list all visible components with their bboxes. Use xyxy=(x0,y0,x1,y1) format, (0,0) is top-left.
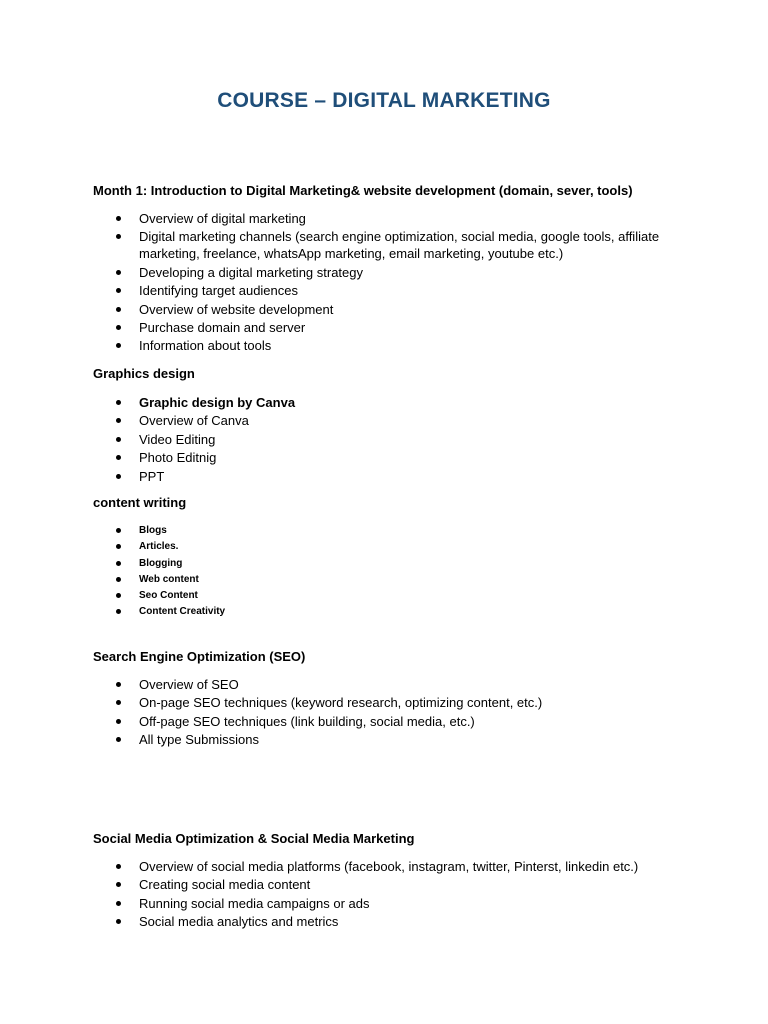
section-heading: Graphics design xyxy=(93,366,195,381)
list-item: Photo Editnig xyxy=(93,449,713,466)
section-month-1 xyxy=(93,182,713,356)
list-item: All type Submissions xyxy=(93,731,713,748)
list-item: Overview of SEO xyxy=(93,676,713,693)
section-heading: Month 1: Introduction to Digital Marketing& website development (domain, sever, tools) xyxy=(93,183,633,198)
list-item: Blogs xyxy=(93,524,713,538)
section-graphics-design xyxy=(93,365,713,486)
section-heading: content writing xyxy=(93,495,187,510)
section-social-media xyxy=(93,830,713,932)
list-item: Blogging xyxy=(93,557,713,571)
list-item: Identifying target audiences xyxy=(93,282,713,299)
list-item: Social media analytics and metrics xyxy=(93,913,713,930)
bullet-list xyxy=(93,524,713,619)
list-item: Developing a digital marketing strategy xyxy=(93,264,713,281)
list-item: Graphic design by Canva xyxy=(93,394,713,411)
list-item: Web content xyxy=(93,573,713,587)
bullet-list xyxy=(93,210,713,354)
section-seo xyxy=(93,648,713,750)
section-heading: Social Media Optimization & Social Media Marketing xyxy=(93,831,415,846)
page-title: COURSE – DIGITAL MARKETING xyxy=(217,89,551,112)
list-item: On-page SEO techniques (keyword research, optimizing content, etc.) xyxy=(93,694,713,711)
bullet-list xyxy=(93,676,713,748)
list-item: Overview of digital marketing xyxy=(93,210,713,227)
list-item: Content Creativity xyxy=(93,605,713,619)
list-item: PPT xyxy=(93,468,713,485)
list-item: Seo Content xyxy=(93,589,713,603)
list-item: Purchase domain and server xyxy=(93,319,713,336)
section-content-writing xyxy=(93,494,713,622)
list-item: Overview of website development xyxy=(93,301,713,318)
list-item: Overview of Canva xyxy=(93,412,713,429)
list-item: Information about tools xyxy=(93,337,713,354)
list-item: Articles. xyxy=(93,540,713,554)
list-item: Running social media campaigns or ads xyxy=(93,895,713,912)
list-item: Creating social media content xyxy=(93,876,713,893)
list-item: Off-page SEO techniques (link building, social media, etc.) xyxy=(93,713,713,730)
list-item: Video Editing xyxy=(93,431,713,448)
bullet-list xyxy=(93,858,713,930)
section-heading: Search Engine Optimization (SEO) xyxy=(93,649,306,664)
list-item: Overview of social media platforms (facebook, instagram, twitter, Pinterst, linkedin etc.) xyxy=(93,858,713,875)
bullet-list xyxy=(93,394,713,485)
list-item: Digital marketing channels (search engine optimization, social media, google tools, affiliate marketing, freelance, whatsApp marketing, email marketing, youtube etc.) xyxy=(93,228,713,262)
